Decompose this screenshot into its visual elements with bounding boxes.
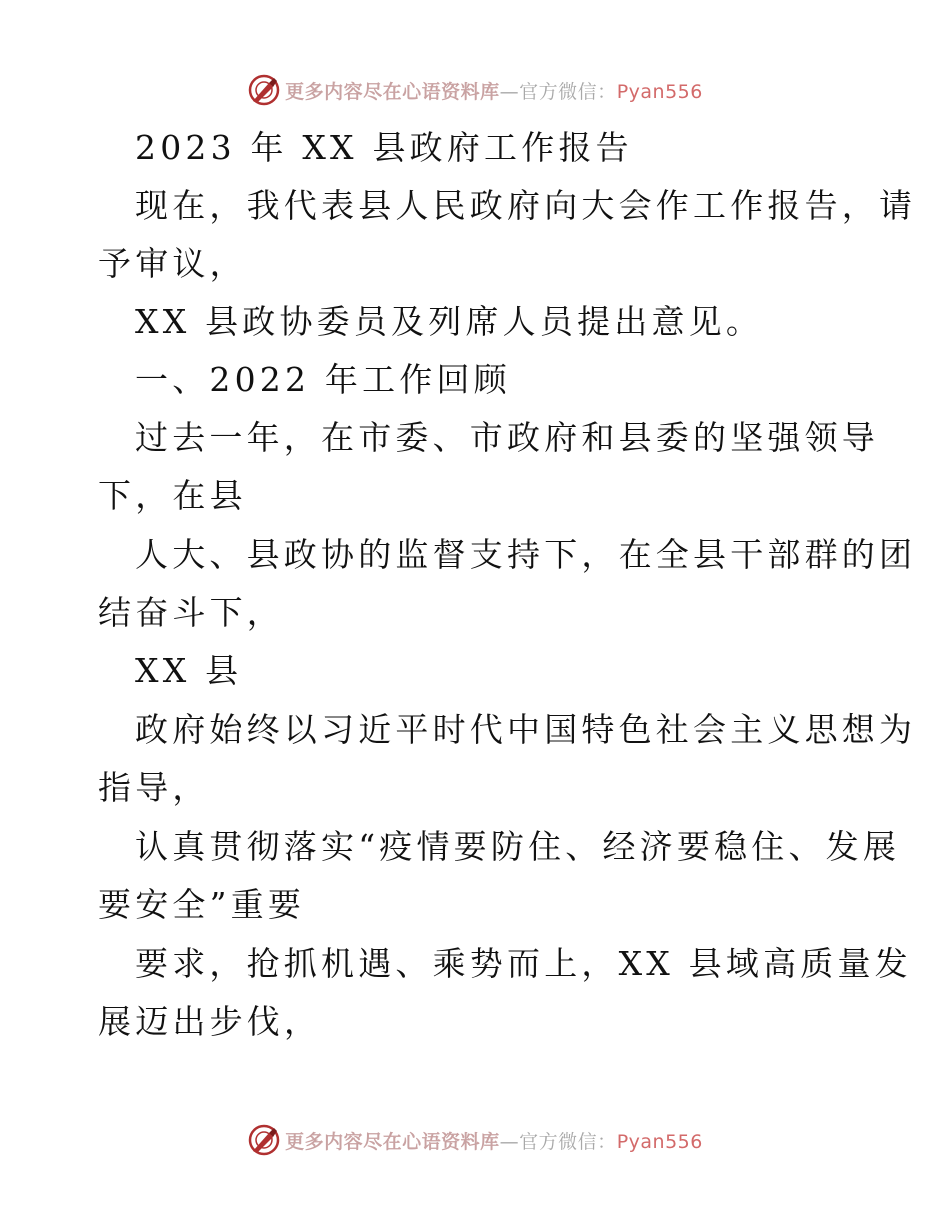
document-title: 2023 年 XX 县政府工作报告 — [135, 128, 633, 167]
pen-logo-icon — [247, 73, 281, 107]
watermark-main-text: 更多内容尽在心语资料库 — [285, 1130, 500, 1153]
watermark-sub-text: 官方微信： — [519, 80, 617, 103]
paragraph-line: 指导， — [98, 768, 210, 807]
paragraph-line: 认真贯彻落实“疫情要防住、经济要稳住、发展 — [135, 827, 901, 866]
footer-watermark — [0, 1120, 950, 1160]
watermark-dash: — — [499, 80, 520, 103]
watermark-sub-text: 官方微信： — [519, 1130, 617, 1153]
paragraph-line: 政府始终以习近平时代中国特色社会主义思想为 — [135, 710, 917, 749]
pen-logo-icon — [247, 1123, 281, 1157]
paragraph-line: 现在，我代表县人民政府向大会作工作报告，请 — [135, 186, 917, 225]
paragraph-line: 下，在县 — [98, 476, 247, 515]
paragraph-line: 结奋斗下， — [98, 593, 284, 632]
paragraph-line: 过去一年，在市委、市政府和县委的坚强领导 — [135, 418, 879, 457]
paragraph-line: 要求，抢抓机遇、乘势而上，XX 县域高质量发 — [135, 944, 912, 983]
paragraph-line: XX 县政协委员及列席人员提出意见。 — [135, 302, 764, 341]
paragraph-line: 要安全”重要 — [98, 885, 306, 924]
paragraph-line: 展迈出步伐， — [98, 1002, 322, 1041]
paragraph-line: 人大、县政协的监督支持下，在全县干部群的团 — [135, 535, 917, 574]
watermark-id-text: Pyan556 — [616, 80, 703, 103]
header-watermark — [0, 70, 950, 110]
watermark-main-text: 更多内容尽在心语资料库 — [285, 80, 500, 103]
paragraph-line: 予审议， — [98, 244, 247, 283]
watermark-id-text: Pyan556 — [616, 1130, 703, 1153]
watermark-dash: — — [499, 1130, 520, 1153]
paragraph-line: XX 县 — [135, 651, 243, 690]
section-heading: 一、2022 年工作回顾 — [135, 360, 511, 399]
